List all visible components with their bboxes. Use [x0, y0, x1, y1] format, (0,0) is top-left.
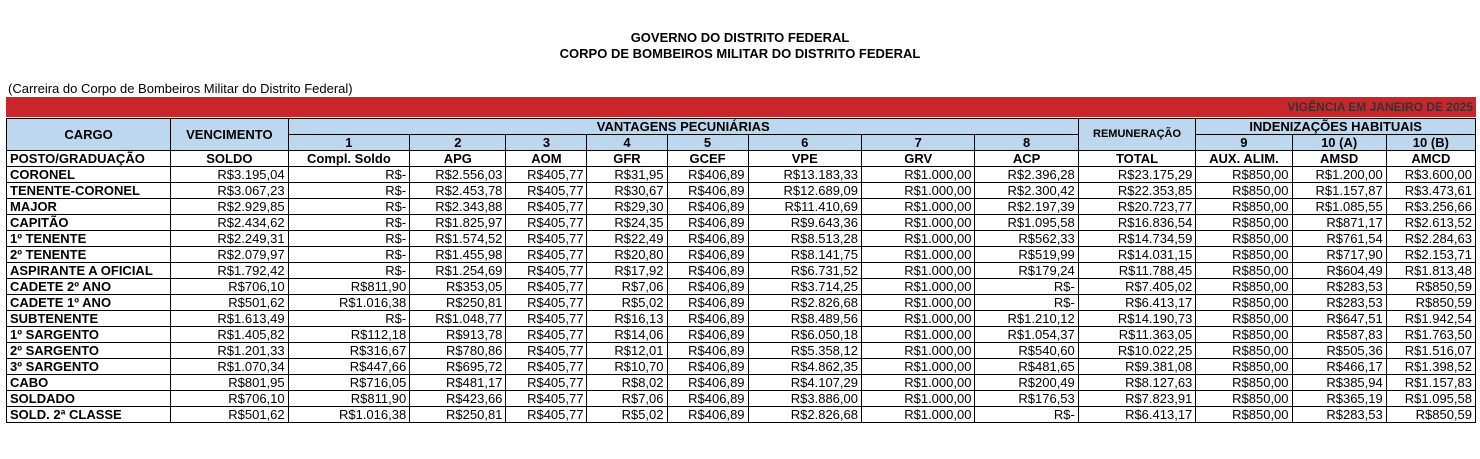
document-title-line-1: GOVERNO DO DISTRITO FEDERAL [630, 30, 850, 45]
value-cell: R$- [288, 199, 410, 215]
value-cell: R$3.195,04 [171, 167, 289, 183]
value-cell: R$16.836,54 [1078, 215, 1196, 231]
value-cell: R$481,65 [975, 359, 1078, 375]
value-cell: R$- [288, 247, 410, 263]
value-cell: R$2.434,62 [171, 215, 289, 231]
value-cell: R$406,89 [667, 183, 748, 199]
value-cell: R$- [975, 295, 1078, 311]
value-cell: R$1.157,87 [1292, 183, 1386, 199]
column-header: GCEF [667, 151, 748, 167]
value-cell: R$11.788,45 [1078, 263, 1196, 279]
rank-cell: SOLD. 2ª CLASSE [7, 407, 171, 423]
value-cell: R$2.453,78 [410, 183, 506, 199]
column-header: SOLDO [171, 151, 289, 167]
value-cell: R$23.175,29 [1078, 167, 1196, 183]
col-number: 4 [587, 135, 667, 151]
value-cell: R$1.000,00 [862, 279, 975, 295]
rank-cell: CADETE 2º ANO [7, 279, 171, 295]
col-number: 9 [1196, 135, 1292, 151]
value-cell: R$385,94 [1292, 375, 1386, 391]
table-row [7, 167, 1476, 183]
value-cell: R$283,53 [1292, 295, 1386, 311]
value-cell: R$850,00 [1196, 343, 1292, 359]
value-cell: R$2.079,97 [171, 247, 289, 263]
value-cell: R$706,10 [171, 391, 289, 407]
col-number: 3 [506, 135, 587, 151]
rank-cell: CAPITÃO [7, 215, 171, 231]
column-header: ACP [975, 151, 1078, 167]
value-cell: R$3.067,23 [171, 183, 289, 199]
value-cell: R$6.731,52 [748, 263, 861, 279]
value-cell: R$1.000,00 [862, 247, 975, 263]
value-cell: R$2.300,42 [975, 183, 1078, 199]
vigencia-label: VIGÊNCIA EM JANEIRO DE 2025 [1287, 100, 1473, 114]
value-cell: R$850,59 [1386, 407, 1475, 423]
table-row [7, 295, 1476, 311]
value-cell: R$405,77 [506, 311, 587, 327]
value-cell: R$406,89 [667, 199, 748, 215]
value-cell: R$716,05 [288, 375, 410, 391]
table-row [7, 407, 1476, 423]
value-cell: R$8,02 [587, 375, 667, 391]
value-cell: R$31,95 [587, 167, 667, 183]
document-subtitle: (Carreira do Corpo de Bombeiros Militar do Distrito Federal) [8, 81, 353, 96]
table-body [7, 167, 1476, 423]
value-cell: R$447,66 [288, 359, 410, 375]
value-cell: R$2.613,52 [1386, 215, 1475, 231]
value-cell: R$283,53 [1292, 407, 1386, 423]
value-cell: R$12.689,09 [748, 183, 861, 199]
value-cell: R$562,33 [975, 231, 1078, 247]
value-cell: R$- [288, 263, 410, 279]
value-cell: R$4.107,29 [748, 375, 861, 391]
rank-cell: TENENTE-CORONEL [7, 183, 171, 199]
value-cell: R$1.825,97 [410, 215, 506, 231]
rank-cell: 3º SARGENTO [7, 359, 171, 375]
value-cell: R$8.489,56 [748, 311, 861, 327]
value-cell: R$22.353,85 [1078, 183, 1196, 199]
value-cell: R$2.396,28 [975, 167, 1078, 183]
column-header: APG [410, 151, 506, 167]
value-cell: R$540,60 [975, 343, 1078, 359]
col-number: 1 [288, 135, 410, 151]
value-cell: R$406,89 [667, 391, 748, 407]
value-cell: R$283,53 [1292, 279, 1386, 295]
rank-cell: 1º TENENTE [7, 231, 171, 247]
rank-cell: CADETE 1º ANO [7, 295, 171, 311]
table-row [7, 375, 1476, 391]
value-cell: R$2.284,63 [1386, 231, 1475, 247]
value-cell: R$406,89 [667, 215, 748, 231]
value-cell: R$406,89 [667, 327, 748, 343]
value-cell: R$3.600,00 [1386, 167, 1475, 183]
value-cell: R$1.000,00 [862, 375, 975, 391]
value-cell: R$913,78 [410, 327, 506, 343]
value-cell: R$179,24 [975, 263, 1078, 279]
value-cell: R$2.929,85 [171, 199, 289, 215]
value-cell: R$604,49 [1292, 263, 1386, 279]
value-cell: R$- [288, 167, 410, 183]
value-cell: R$- [975, 279, 1078, 295]
red-header-bar [6, 97, 1476, 117]
value-cell: R$850,00 [1196, 231, 1292, 247]
rank-cell: CORONEL [7, 167, 171, 183]
value-cell: R$11.410,69 [748, 199, 861, 215]
value-cell: R$871,17 [1292, 215, 1386, 231]
column-header: GFR [587, 151, 667, 167]
value-cell: R$1.000,00 [862, 311, 975, 327]
value-cell: R$850,59 [1386, 295, 1475, 311]
value-cell: R$316,67 [288, 343, 410, 359]
value-cell: R$3.473,61 [1386, 183, 1475, 199]
value-cell: R$3.256,66 [1386, 199, 1475, 215]
value-cell: R$1.054,37 [975, 327, 1078, 343]
table-row [7, 359, 1476, 375]
value-cell: R$1.000,00 [862, 231, 975, 247]
rank-cell: CABO [7, 375, 171, 391]
value-cell: R$850,00 [1196, 327, 1292, 343]
value-cell: R$1.516,07 [1386, 343, 1475, 359]
value-cell: R$13.183,33 [748, 167, 861, 183]
column-header-row [7, 151, 1476, 167]
value-cell: R$9.643,36 [748, 215, 861, 231]
value-cell: R$- [288, 215, 410, 231]
value-cell: R$17,92 [587, 263, 667, 279]
value-cell: R$9.381,08 [1078, 359, 1196, 375]
value-cell: R$1.000,00 [862, 263, 975, 279]
value-cell: R$20,80 [587, 247, 667, 263]
table-row [7, 279, 1476, 295]
column-header: POSTO/GRADUAÇÃO [7, 151, 171, 167]
value-cell: R$405,77 [506, 327, 587, 343]
value-cell: R$850,00 [1196, 375, 1292, 391]
group-header-row [7, 119, 1476, 135]
value-cell: R$405,77 [506, 391, 587, 407]
column-header: Compl. Soldo [288, 151, 410, 167]
document-title-line-2: CORPO DE BOMBEIROS MILITAR DO DISTRITO FEDERAL [559, 46, 921, 61]
value-cell: R$406,89 [667, 311, 748, 327]
value-cell: R$4.862,35 [748, 359, 861, 375]
value-cell: R$14.031,15 [1078, 247, 1196, 263]
value-cell: R$717,90 [1292, 247, 1386, 263]
value-cell: R$1.574,52 [410, 231, 506, 247]
value-cell: R$695,72 [410, 359, 506, 375]
cargo-header: CARGO [7, 119, 171, 151]
value-cell: R$22,49 [587, 231, 667, 247]
table-row [7, 311, 1476, 327]
value-cell: R$14.190,73 [1078, 311, 1196, 327]
value-cell: R$850,00 [1196, 247, 1292, 263]
table-row [7, 327, 1476, 343]
value-cell: R$1.210,12 [975, 311, 1078, 327]
remuneracao-header: REMUNERAÇÃO [1078, 119, 1196, 151]
value-cell: R$8.513,28 [748, 231, 861, 247]
value-cell: R$1.254,69 [410, 263, 506, 279]
value-cell: R$14.734,59 [1078, 231, 1196, 247]
value-cell: R$20.723,77 [1078, 199, 1196, 215]
column-header: GRV [862, 151, 975, 167]
col-number: 8 [975, 135, 1078, 151]
value-cell: R$1.085,55 [1292, 199, 1386, 215]
value-cell: R$2.249,31 [171, 231, 289, 247]
value-cell: R$850,00 [1196, 391, 1292, 407]
value-cell: R$353,05 [410, 279, 506, 295]
value-cell: R$29,30 [587, 199, 667, 215]
value-cell: R$406,89 [667, 375, 748, 391]
value-cell: R$405,77 [506, 247, 587, 263]
value-cell: R$176,53 [975, 391, 1078, 407]
value-cell: R$1.000,00 [862, 407, 975, 423]
table-row [7, 343, 1476, 359]
value-cell: R$250,81 [410, 295, 506, 311]
rank-cell: SOLDADO [7, 391, 171, 407]
value-cell: R$406,89 [667, 407, 748, 423]
col-number: 5 [667, 135, 748, 151]
value-cell: R$405,77 [506, 279, 587, 295]
value-cell: R$405,77 [506, 215, 587, 231]
value-cell: R$1.942,54 [1386, 311, 1475, 327]
value-cell: R$1.070,34 [171, 359, 289, 375]
value-cell: R$- [975, 407, 1078, 423]
value-cell: R$505,36 [1292, 343, 1386, 359]
value-cell: R$3.886,00 [748, 391, 861, 407]
col-number: 10 (A) [1292, 135, 1386, 151]
table-row [7, 199, 1476, 215]
rank-cell: SUBTENENTE [7, 311, 171, 327]
value-cell: R$1.000,00 [862, 167, 975, 183]
value-cell: R$406,89 [667, 279, 748, 295]
table-row [7, 231, 1476, 247]
value-cell: R$16,13 [587, 311, 667, 327]
value-cell: R$850,00 [1196, 359, 1292, 375]
value-cell: R$2.826,68 [748, 295, 861, 311]
value-cell: R$365,19 [1292, 391, 1386, 407]
value-cell: R$14,06 [587, 327, 667, 343]
value-cell: R$850,00 [1196, 167, 1292, 183]
value-cell: R$706,10 [171, 279, 289, 295]
value-cell: R$1.095,58 [975, 215, 1078, 231]
value-cell: R$1.048,77 [410, 311, 506, 327]
value-cell: R$6.050,18 [748, 327, 861, 343]
value-cell: R$10,70 [587, 359, 667, 375]
rank-cell: 2º TENENTE [7, 247, 171, 263]
value-cell: R$1.201,33 [171, 343, 289, 359]
value-cell: R$1.016,38 [288, 295, 410, 311]
value-cell: R$1.792,42 [171, 263, 289, 279]
value-cell: R$406,89 [667, 231, 748, 247]
value-cell: R$811,90 [288, 279, 410, 295]
value-cell: R$2.826,68 [748, 407, 861, 423]
value-cell: R$5,02 [587, 295, 667, 311]
table-row [7, 247, 1476, 263]
column-header: AMCD [1386, 151, 1475, 167]
value-cell: R$850,00 [1196, 215, 1292, 231]
value-cell: R$12,01 [587, 343, 667, 359]
value-cell: R$801,95 [171, 375, 289, 391]
value-cell: R$11.363,05 [1078, 327, 1196, 343]
rank-cell: ASPIRANTE A OFICIAL [7, 263, 171, 279]
value-cell: R$1.000,00 [862, 215, 975, 231]
column-header: VPE [748, 151, 861, 167]
value-cell: R$250,81 [410, 407, 506, 423]
value-cell: R$1.763,50 [1386, 327, 1475, 343]
value-cell: R$1.000,00 [862, 183, 975, 199]
value-cell: R$2.556,03 [410, 167, 506, 183]
value-cell: R$1.613,49 [171, 311, 289, 327]
value-cell: R$405,77 [506, 375, 587, 391]
value-cell: R$- [288, 311, 410, 327]
value-cell: R$405,77 [506, 343, 587, 359]
value-cell: R$405,77 [506, 183, 587, 199]
value-cell: R$405,77 [506, 199, 587, 215]
column-header: AOM [506, 151, 587, 167]
value-cell: R$811,90 [288, 391, 410, 407]
value-cell: R$587,83 [1292, 327, 1386, 343]
value-cell: R$1.016,38 [288, 407, 410, 423]
rank-cell: 1º SARGENTO [7, 327, 171, 343]
value-cell: R$1.095,58 [1386, 391, 1475, 407]
column-header: TOTAL [1078, 151, 1196, 167]
value-cell: R$1.455,98 [410, 247, 506, 263]
value-cell: R$1.398,52 [1386, 359, 1475, 375]
value-cell: R$406,89 [667, 263, 748, 279]
value-cell: R$850,00 [1196, 183, 1292, 199]
value-cell: R$1.405,82 [171, 327, 289, 343]
value-cell: R$405,77 [506, 407, 587, 423]
value-cell: R$1.000,00 [862, 199, 975, 215]
value-cell: R$406,89 [667, 343, 748, 359]
value-cell: R$30,67 [587, 183, 667, 199]
value-cell: R$850,00 [1196, 311, 1292, 327]
value-cell: R$406,89 [667, 247, 748, 263]
table-row [7, 263, 1476, 279]
column-header: AUX. ALIM. [1196, 151, 1292, 167]
salary-table [6, 118, 1476, 423]
value-cell: R$200,49 [975, 375, 1078, 391]
value-cell: R$466,17 [1292, 359, 1386, 375]
rank-cell: MAJOR [7, 199, 171, 215]
value-cell: R$1.000,00 [862, 295, 975, 311]
value-cell: R$405,77 [506, 359, 587, 375]
value-cell: R$1.000,00 [862, 391, 975, 407]
value-cell: R$501,62 [171, 295, 289, 311]
value-cell: R$8.141,75 [748, 247, 861, 263]
value-cell: R$1.157,83 [1386, 375, 1475, 391]
value-cell: R$1.200,00 [1292, 167, 1386, 183]
col-number: 10 (B) [1386, 135, 1475, 151]
value-cell: R$7,06 [587, 279, 667, 295]
table-row [7, 391, 1476, 407]
value-cell: R$850,00 [1196, 263, 1292, 279]
value-cell: R$780,86 [410, 343, 506, 359]
value-cell: R$2.153,71 [1386, 247, 1475, 263]
value-cell: R$647,51 [1292, 311, 1386, 327]
value-cell: R$- [288, 231, 410, 247]
value-cell: R$2.197,39 [975, 199, 1078, 215]
value-cell: R$2.343,88 [410, 199, 506, 215]
col-number: 2 [410, 135, 506, 151]
value-cell: R$850,00 [1196, 199, 1292, 215]
column-header: AMSD [1292, 151, 1386, 167]
table-row [7, 215, 1476, 231]
value-cell: R$405,77 [506, 167, 587, 183]
value-cell: R$7,06 [587, 391, 667, 407]
value-cell: R$850,00 [1196, 407, 1292, 423]
value-cell: R$1.813,48 [1386, 263, 1475, 279]
col-number: 6 [748, 135, 861, 151]
value-cell: R$5,02 [587, 407, 667, 423]
value-cell: R$6.413,17 [1078, 295, 1196, 311]
value-cell: R$850,00 [1196, 295, 1292, 311]
value-cell: R$519,99 [975, 247, 1078, 263]
value-cell: R$406,89 [667, 359, 748, 375]
value-cell: R$10.022,25 [1078, 343, 1196, 359]
value-cell: R$850,59 [1386, 279, 1475, 295]
value-cell: R$112,18 [288, 327, 410, 343]
value-cell: R$405,77 [506, 263, 587, 279]
value-cell: R$7.823,91 [1078, 391, 1196, 407]
value-cell: R$481,17 [410, 375, 506, 391]
vencimento-header: VENCIMENTO [171, 119, 289, 151]
value-cell: R$406,89 [667, 167, 748, 183]
value-cell: R$- [288, 183, 410, 199]
value-cell: R$501,62 [171, 407, 289, 423]
value-cell: R$8.127,63 [1078, 375, 1196, 391]
value-cell: R$24,35 [587, 215, 667, 231]
col-number: 7 [862, 135, 975, 151]
value-cell: R$1.000,00 [862, 343, 975, 359]
value-cell: R$5.358,12 [748, 343, 861, 359]
value-cell: R$423,66 [410, 391, 506, 407]
indenizacoes-header: INDENIZAÇÕES HABITUAIS [1196, 119, 1476, 135]
value-cell: R$6.413,17 [1078, 407, 1196, 423]
value-cell: R$405,77 [506, 295, 587, 311]
value-cell: R$1.000,00 [862, 327, 975, 343]
rank-cell: 2º SARGENTO [7, 343, 171, 359]
value-cell: R$1.000,00 [862, 359, 975, 375]
value-cell: R$3.714,25 [748, 279, 861, 295]
value-cell: R$405,77 [506, 231, 587, 247]
value-cell: R$850,00 [1196, 279, 1292, 295]
vantagens-header: VANTAGENS PECUNIÁRIAS [288, 119, 1078, 135]
value-cell: R$761,54 [1292, 231, 1386, 247]
table-row [7, 183, 1476, 199]
value-cell: R$7.405,02 [1078, 279, 1196, 295]
value-cell: R$406,89 [667, 295, 748, 311]
